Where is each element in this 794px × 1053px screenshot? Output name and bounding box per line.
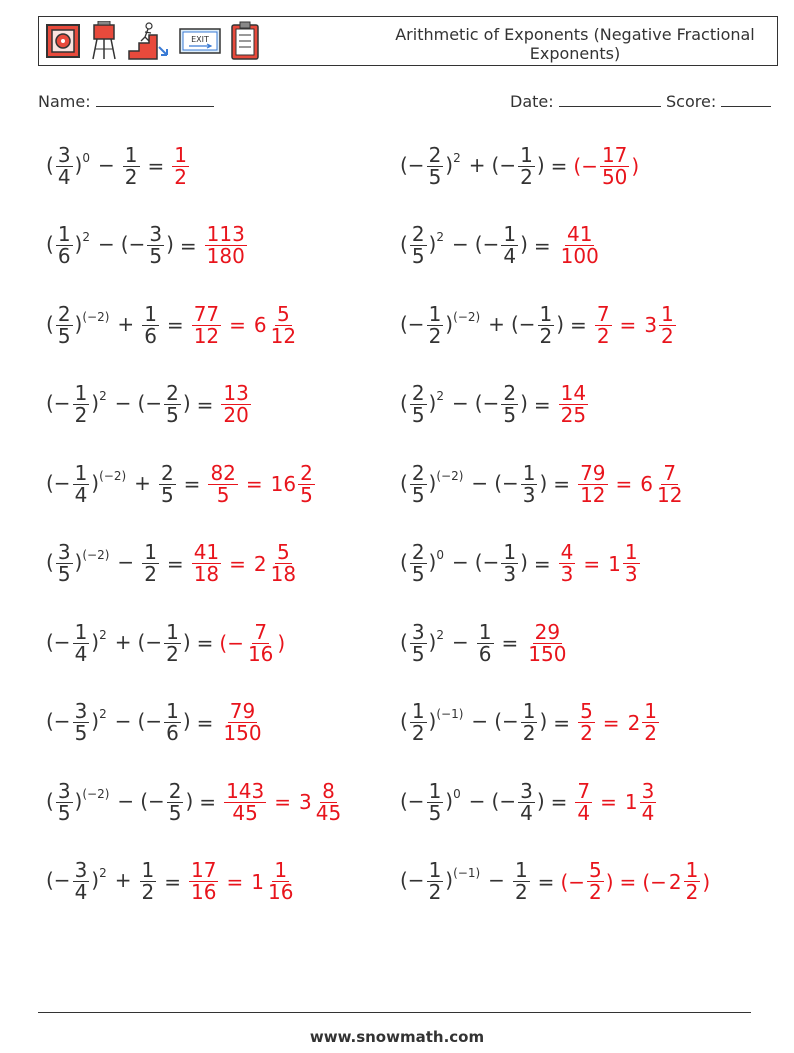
problem-expression: ( $\frac{3}{5}$ )$^{(-2)}$ − (− $\frac{2}{5}$ ) xyxy=(46,778,194,825)
fraction: $\frac{3}{4}$ xyxy=(641,778,655,825)
problem-expression: (− $\frac{1}{2}$ )$^{(-2)}$ + (− $\frac{1}{2}$ ) xyxy=(400,301,565,348)
clipboard-icon xyxy=(229,21,261,61)
fraction: $\frac{1}{2}$ xyxy=(144,540,157,586)
footer-divider xyxy=(38,1012,751,1013)
fraction: $\frac{1}{2}$ xyxy=(141,858,155,904)
fraction: $\frac{1}{2}$ xyxy=(685,858,699,904)
fraction: $\frac{1}{6}$ xyxy=(144,301,157,348)
target-icon xyxy=(45,23,81,59)
fraction: $\frac{29}{150}$ xyxy=(528,619,567,666)
problem-answer xyxy=(557,383,590,426)
problem-expression: (− $\frac{1}{4}$ )$^{(-2)}$ + $\frac{2}{5}$ xyxy=(46,460,174,507)
fraction: $\frac{1}{2}$ xyxy=(411,699,425,745)
problem-20: (− $\frac{1}{2}$ )$^{(-1)}$ − $\frac{1}{2}$ = (− $\frac{5}{2}$ ) = (− 2 $\frac{1}{2}$ ) xyxy=(400,858,711,904)
problem-expression: ( $\frac{2}{5}$ )$^0$ − (− $\frac{1}{3}$ ) xyxy=(400,540,528,586)
exponent: (−1) xyxy=(436,707,464,721)
problem-8: ( $\frac{2}{5}$ )$^2$ − (− $\frac{2}{5}$ ) = $\frac{14}{25}$ xyxy=(400,375,590,435)
fraction: $\frac{3}{5}$ xyxy=(57,540,71,586)
fraction: $\frac{4}{3}$ xyxy=(560,540,574,586)
date-label: Date: xyxy=(510,92,554,111)
exponent: (−2) xyxy=(99,468,127,483)
fraction: $\frac{1}{6}$ xyxy=(57,222,71,268)
svg-text:EXIT: EXIT xyxy=(191,35,209,44)
date-blank[interactable] xyxy=(559,92,661,107)
icon-strip xyxy=(45,21,261,61)
exponent: (−1) xyxy=(453,866,481,880)
name-field xyxy=(38,92,214,111)
problem-14: ( $\frac{3}{5}$ )$^2$ − $\frac{1}{6}$ = $\frac{29}{150}$ xyxy=(400,613,570,673)
fraction: $\frac{5}{12}$ xyxy=(270,301,297,348)
fraction: $\frac{1}{2}$ xyxy=(522,699,536,745)
fraction: $\frac{2}{5}$ xyxy=(168,778,182,825)
exponent: 2 xyxy=(436,230,444,244)
score-label: Score: xyxy=(666,92,717,111)
problem-12: ( $\frac{2}{5}$ )$^0$ − (− $\frac{1}{3}$ ) = $\frac{4}{3}$ = 1 $\frac{1}{3}$ xyxy=(400,534,642,594)
fraction: $\frac{1}{2}$ xyxy=(539,301,553,348)
fraction: $\frac{7}{16}$ xyxy=(247,619,274,666)
problem-11: ( $\frac{3}{5}$ )$^{(-2)}$ − $\frac{1}{2}$ = $\frac{41}{18}$ = 2 $\frac{5}{18}$ xyxy=(46,534,300,594)
problem-1: ( $\frac{3}{4}$ )$^0$ − $\frac{1}{2}$ = $\frac{1}{2}$ xyxy=(46,136,191,196)
fraction: $\frac{2}{5}$ xyxy=(428,142,442,189)
problem-answer xyxy=(524,619,570,666)
fraction: $\frac{3}{4}$ xyxy=(74,858,88,904)
problem-answer xyxy=(203,224,249,267)
problem-answer: $\frac{7}{4}$ = 1 $\frac{3}{4}$ xyxy=(577,778,655,825)
problem-7: (− $\frac{1}{2}$ )$^2$ − (− $\frac{2}{5}$ ) = $\frac{13}{20}$ xyxy=(46,375,253,435)
exponent: 0 xyxy=(453,786,461,801)
fraction: $\frac{14}{25}$ xyxy=(560,381,587,427)
exponent: 2 xyxy=(436,389,444,403)
problem-15: (− $\frac{3}{5}$ )$^2$ − (− $\frac{1}{6}$ ) = $\frac{79}{150}$ xyxy=(46,693,266,753)
fraction: $\frac{2}{5}$ xyxy=(57,301,71,348)
fraction: $\frac{1}{4}$ xyxy=(503,222,517,268)
problem-answer xyxy=(170,142,191,189)
fraction: $\frac{3}{5}$ xyxy=(149,222,163,268)
fraction: $\frac{1}{2}$ xyxy=(174,142,187,189)
fraction: $\frac{17}{16}$ xyxy=(191,858,217,904)
water-tower-icon xyxy=(89,21,119,61)
fraction: $\frac{1}{2}$ xyxy=(166,619,179,666)
problem-answer: $\frac{143}{45}$ = 3 $\frac{8}{45}$ xyxy=(226,778,342,825)
problem-answer xyxy=(219,701,265,744)
fraction: $\frac{1}{3}$ xyxy=(522,460,536,507)
fraction: $\frac{7}{4}$ xyxy=(577,778,591,825)
fraction: $\frac{41}{100}$ xyxy=(560,222,599,268)
problem-expression: ( $\frac{3}{5}$ )$^{(-2)}$ − $\frac{1}{2}$ xyxy=(46,540,157,586)
fraction: $\frac{79}{12}$ xyxy=(580,460,606,507)
exponent: 0 xyxy=(436,548,444,562)
exponent: (−2) xyxy=(436,468,464,483)
problem-6: (− $\frac{1}{2}$ )$^{(-2)}$ + (− $\frac{1}{2}$ ) = $\frac{7}{2}$ = 3 $\frac{1}{2}$ xyxy=(400,295,678,355)
fraction: $\frac{143}{45}$ xyxy=(226,778,265,825)
problem-answer: $\frac{82}{5}$ = 16 $\frac{2}{5}$ xyxy=(210,460,313,507)
fraction: $\frac{5}{2}$ xyxy=(589,858,602,904)
problem-expression: (− $\frac{1}{2}$ )$^2$ − (− $\frac{2}{5}$ ) xyxy=(46,381,191,427)
fraction: $\frac{1}{3}$ xyxy=(503,540,517,586)
fraction: $\frac{113}{180}$ xyxy=(206,222,245,268)
problem-4: ( $\frac{2}{5}$ )$^2$ − (− $\frac{1}{4}$ ) = $\frac{41}{100}$ xyxy=(400,216,603,276)
fraction: $\frac{2}{5}$ xyxy=(160,460,174,507)
fraction: $\frac{1}{2}$ xyxy=(514,858,528,904)
problem-expression: (− $\frac{1}{5}$ )$^0$ − (− $\frac{3}{4}$ ) xyxy=(400,778,545,825)
fraction: $\frac{1}{4}$ xyxy=(74,619,88,666)
problem-answer: $\frac{4}{3}$ = 1 $\frac{1}{3}$ xyxy=(560,540,638,586)
fraction: $\frac{79}{150}$ xyxy=(223,699,262,745)
problem-answer: $\frac{5}{2}$ = 2 $\frac{1}{2}$ xyxy=(580,699,658,745)
problem-10: ( $\frac{2}{5}$ )$^{(-2)}$ − (− $\frac{1}{3}$ ) = $\frac{79}{12}$ = 6 $\frac{7}{12}$ xyxy=(400,454,686,514)
fraction: $\frac{1}{4}$ xyxy=(74,460,88,507)
problem-answer: (− $\frac{17}{50}$ ) xyxy=(573,142,640,189)
fraction: $\frac{41}{18}$ xyxy=(193,540,220,586)
exponent: 2 xyxy=(82,230,90,244)
problem-expression: ( $\frac{1}{6}$ )$^2$ − (− $\frac{3}{5}$ ) xyxy=(46,222,174,268)
fraction: $\frac{3}{5}$ xyxy=(411,619,425,666)
problem-answer: $\frac{17}{16}$ = 1 $\frac{1}{16}$ xyxy=(191,858,294,904)
fraction: $\frac{3}{5}$ xyxy=(57,778,71,825)
fraction: $\frac{3}{5}$ xyxy=(74,699,88,745)
problem-3: ( $\frac{1}{6}$ )$^2$ − (− $\frac{3}{5}$ ) = $\frac{113}{180}$ xyxy=(46,216,249,276)
fraction: $\frac{1}{2}$ xyxy=(124,142,138,189)
problem-13: (− $\frac{1}{4}$ )$^2$ + (− $\frac{1}{2}$ ) = (− $\frac{7}{16}$ ) xyxy=(46,619,286,666)
fraction: $\frac{77}{12}$ xyxy=(193,301,220,348)
fraction: $\frac{2}{5}$ xyxy=(300,460,313,507)
exponent: 0 xyxy=(82,150,90,165)
name-label: Name: xyxy=(38,92,91,111)
problem-answer xyxy=(219,383,252,426)
exponent: (−2) xyxy=(82,309,110,324)
stair-climber-icon xyxy=(127,21,171,61)
problem-expression: (− $\frac{3}{4}$ )$^2$ + $\frac{1}{2}$ xyxy=(46,858,155,904)
problem-9: (− $\frac{1}{4}$ )$^{(-2)}$ + $\frac{2}{5}$ = $\frac{82}{5}$ = 16 $\frac{2}{5}$ xyxy=(46,454,317,514)
problem-expression: ( $\frac{2}{5}$ )$^{(-2)}$ − (− $\frac{1}{3}$ ) xyxy=(400,460,548,507)
problem-18: (− $\frac{1}{5}$ )$^0$ − (− $\frac{3}{4}$ ) = $\frac{7}{4}$ = 1 $\frac{3}{4}$ xyxy=(400,772,658,832)
problem-expression: (− $\frac{1}{4}$ )$^2$ + (− $\frac{1}{2}$ ) xyxy=(46,619,191,666)
problem-answer xyxy=(557,224,603,267)
fraction: $\frac{2}{5}$ xyxy=(503,381,517,427)
fraction: $\frac{13}{20}$ xyxy=(223,381,249,427)
exponent: (−2) xyxy=(82,786,110,801)
fraction: $\frac{2}{5}$ xyxy=(411,222,425,268)
fraction: $\frac{7}{2}$ xyxy=(596,301,610,348)
fraction: $\frac{1}{3}$ xyxy=(624,540,638,586)
worksheet-title: Arithmetic of Exponents (Negative Fractional Exponents) xyxy=(395,25,755,63)
fraction: $\frac{82}{5}$ xyxy=(210,460,236,507)
fraction: $\frac{17}{50}$ xyxy=(601,142,628,189)
problem-16: ( $\frac{1}{2}$ )$^{(-1)}$ − (− $\frac{1}{2}$ ) = $\frac{5}{2}$ = 2 $\frac{1}{2}$ xyxy=(400,693,661,753)
fraction: $\frac{5}{18}$ xyxy=(270,540,297,586)
fraction: $\frac{1}{2}$ xyxy=(428,301,442,348)
fraction: $\frac{1}{2}$ xyxy=(661,301,674,348)
fraction: $\frac{1}{2}$ xyxy=(520,142,533,189)
problem-answer: $\frac{41}{18}$ = 2 $\frac{5}{18}$ xyxy=(193,540,297,586)
problem-expression: ( $\frac{1}{2}$ )$^{(-1)}$ − (− $\frac{1}{2}$ ) xyxy=(400,699,548,745)
problem-answer: $\frac{7}{2}$ = 3 $\frac{1}{2}$ xyxy=(596,301,674,348)
problem-answer: (− $\frac{7}{16}$ ) xyxy=(219,619,286,666)
problem-expression: ( $\frac{2}{5}$ )$^2$ − (− $\frac{2}{5}$ ) xyxy=(400,381,528,427)
fraction: $\frac{1}{2}$ xyxy=(428,858,442,904)
fraction: $\frac{3}{4}$ xyxy=(57,142,71,189)
fraction: $\frac{3}{4}$ xyxy=(520,778,533,825)
fraction: $\frac{1}{16}$ xyxy=(267,858,294,904)
problem-answer: (− $\frac{5}{2}$ ) = (− 2 $\frac{1}{2}$ ) xyxy=(560,858,711,904)
problem-17: ( $\frac{3}{5}$ )$^{(-2)}$ − (− $\frac{2}{5}$ ) = $\frac{143}{45}$ = 3 $\frac{8}{45}$ xyxy=(46,772,345,832)
problem-expression: (− $\frac{2}{5}$ )$^2$ + (− $\frac{1}{2}$ ) xyxy=(400,142,545,189)
problem-expression: ( $\frac{2}{5}$ )$^{(-2)}$ + $\frac{1}{6}$ xyxy=(46,301,157,348)
date-field xyxy=(510,92,661,111)
fraction: $\frac{1}{2}$ xyxy=(644,699,658,745)
problem-expression: ( $\frac{3}{5}$ )$^2$ − $\frac{1}{6}$ xyxy=(400,619,492,666)
problem-expression: (− $\frac{1}{2}$ )$^{(-1)}$ − $\frac{1}{2}$ xyxy=(400,858,528,904)
exit-sign-icon xyxy=(179,26,221,56)
exponent: (−2) xyxy=(82,548,110,562)
worksheet-header xyxy=(38,16,778,66)
fraction: $\frac{8}{45}$ xyxy=(315,778,342,825)
exponent: 2 xyxy=(99,707,107,721)
exponent: 2 xyxy=(99,866,107,880)
problem-expression: (− $\frac{3}{5}$ )$^2$ − (− $\frac{1}{6}$ ) xyxy=(46,699,191,745)
fraction: $\frac{1}{2}$ xyxy=(74,381,88,427)
problem-5: ( $\frac{2}{5}$ )$^{(-2)}$ + $\frac{1}{6}$ = $\frac{77}{12}$ = 6 $\frac{5}{12}$ xyxy=(46,295,300,355)
fraction: $\frac{7}{12}$ xyxy=(657,460,683,507)
problem-19: (− $\frac{3}{4}$ )$^2$ + $\frac{1}{2}$ = $\frac{17}{16}$ = 1 $\frac{1}{16}$ xyxy=(46,852,297,912)
exponent: 2 xyxy=(99,389,107,403)
footer-website: www.snowmath.com xyxy=(309,1028,485,1046)
fraction: $\frac{2}{5}$ xyxy=(166,381,179,427)
problem-2: (− $\frac{2}{5}$ )$^2$ + (− $\frac{1}{2}$ ) = (− $\frac{17}{50}$ ) xyxy=(400,142,640,189)
name-blank[interactable] xyxy=(96,92,214,107)
score-blank[interactable] xyxy=(721,92,771,107)
fraction: $\frac{2}{5}$ xyxy=(411,381,425,427)
fraction: $\frac{2}{5}$ xyxy=(411,540,425,586)
problem-answer: $\frac{79}{12}$ = 6 $\frac{7}{12}$ xyxy=(580,460,683,507)
fraction: $\frac{5}{2}$ xyxy=(580,699,593,745)
score-field xyxy=(666,92,771,111)
fraction: $\frac{2}{5}$ xyxy=(411,460,425,507)
exponent: 2 xyxy=(99,627,107,642)
problem-expression: ( $\frac{2}{5}$ )$^2$ − (− $\frac{1}{4}$ ) xyxy=(400,222,528,268)
exponent: (−2) xyxy=(453,309,481,324)
fraction: $\frac{1}{6}$ xyxy=(166,699,179,745)
fraction: $\frac{1}{5}$ xyxy=(428,778,442,825)
problem-answer: $\frac{77}{12}$ = 6 $\frac{5}{12}$ xyxy=(193,301,297,348)
fraction: $\frac{1}{6}$ xyxy=(478,619,492,666)
problem-expression: ( $\frac{3}{4}$ )$^0$ − $\frac{1}{2}$ xyxy=(46,142,138,189)
exponent: 2 xyxy=(453,150,461,165)
exponent: 2 xyxy=(436,627,444,642)
